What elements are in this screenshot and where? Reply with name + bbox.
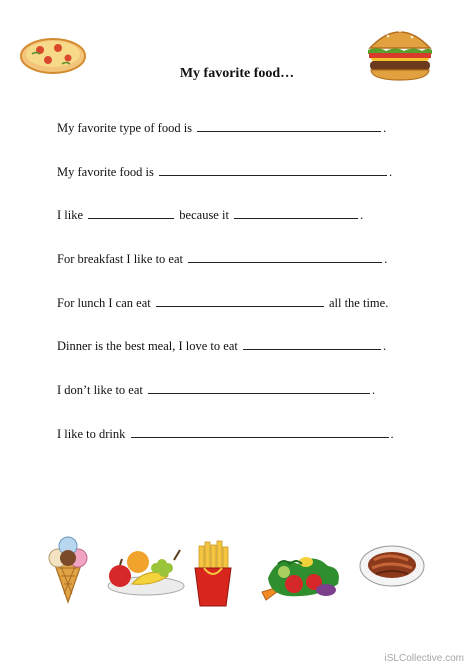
sentence-text: My favorite food is bbox=[57, 165, 154, 179]
sentence-text: I like to drink bbox=[57, 427, 126, 441]
answer-blank[interactable] bbox=[148, 381, 370, 394]
french-fries-icon bbox=[190, 540, 236, 608]
fruit-plate-icon bbox=[104, 540, 186, 598]
sentence-favorite-food bbox=[57, 163, 392, 180]
watermark-text: iSLCollective.com bbox=[384, 653, 464, 664]
answer-blank[interactable] bbox=[243, 337, 381, 350]
sentence-lunch bbox=[57, 294, 388, 311]
sentence-i-like bbox=[57, 206, 363, 223]
sentence-end: . bbox=[390, 427, 394, 441]
answer-blank[interactable] bbox=[197, 119, 381, 132]
sentence-drink bbox=[57, 425, 394, 442]
sentence-end: . bbox=[360, 208, 364, 222]
answer-blank[interactable] bbox=[131, 425, 389, 438]
answer-blank[interactable] bbox=[88, 206, 174, 219]
sentence-end: . bbox=[388, 165, 393, 179]
sentence-text: I like bbox=[57, 208, 84, 222]
sentence-breakfast bbox=[57, 250, 387, 267]
sentence-end: . bbox=[384, 252, 388, 266]
vegetables-icon bbox=[258, 544, 344, 606]
sentence-text: I don’t like to eat bbox=[57, 383, 143, 397]
sentence-dont-like bbox=[57, 381, 375, 398]
sentence-text: Dinner is the best meal, I love to eat bbox=[57, 339, 238, 353]
sentence-middle: all the time. bbox=[328, 296, 389, 310]
sentence-favorite-type bbox=[57, 119, 386, 136]
sentence-text: For lunch I can eat bbox=[57, 296, 151, 310]
sentence-end: . bbox=[383, 121, 387, 135]
answer-blank[interactable] bbox=[159, 163, 387, 176]
answer-blank[interactable] bbox=[234, 206, 358, 219]
sentence-end: . bbox=[382, 339, 387, 353]
sentence-end: . bbox=[371, 383, 376, 397]
meat-dish-icon bbox=[358, 538, 426, 590]
sentence-middle: because it bbox=[179, 208, 229, 222]
answer-blank[interactable] bbox=[156, 294, 324, 307]
sentence-text: My favorite type of food is bbox=[57, 121, 193, 135]
worksheet-title: My favorite food… bbox=[179, 66, 295, 81]
sentence-dinner bbox=[57, 337, 386, 354]
answer-blank[interactable] bbox=[188, 250, 382, 263]
ice-cream-cone-icon bbox=[42, 532, 94, 604]
sentence-text: For breakfast I like to eat bbox=[57, 252, 183, 266]
